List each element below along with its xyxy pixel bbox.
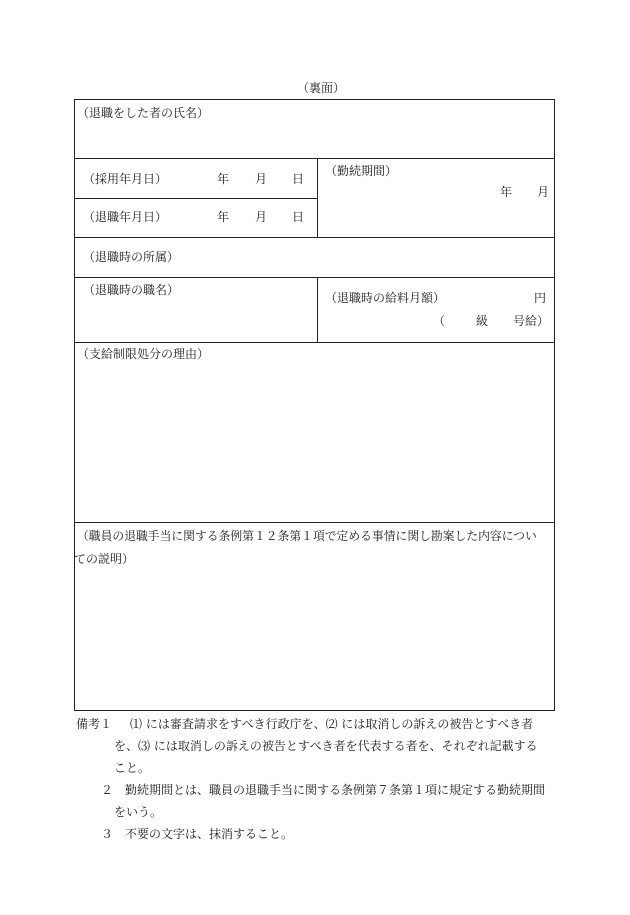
explanation-label-line2: ての説明） bbox=[74, 552, 135, 566]
position-label: （退職時の職名） bbox=[83, 283, 180, 297]
service-month-unit: 月 bbox=[537, 185, 550, 199]
salary-label: （退職時の給料月額） bbox=[325, 291, 446, 305]
hire-date-label: （採用年月日） bbox=[83, 172, 168, 186]
form-table bbox=[74, 99, 555, 711]
note1-line3: こと。 bbox=[114, 761, 151, 775]
retire-month-unit: 月 bbox=[255, 210, 268, 224]
hire-year-unit: 年 bbox=[217, 172, 230, 186]
note3-number: ３ bbox=[101, 827, 114, 841]
grade-unit: 級 bbox=[476, 314, 489, 328]
note2-line2: をいう。 bbox=[114, 805, 163, 819]
note1-line2: を、⑶ には取消しの訴えの被告とすべき者を代表する者を、それぞれ記載する bbox=[114, 739, 538, 753]
column-divider bbox=[317, 277, 318, 342]
grade-open-paren: （ bbox=[433, 314, 446, 328]
retiree-name-label: （退職をした者の氏名） bbox=[77, 106, 210, 120]
row-divider bbox=[75, 277, 554, 278]
service-period-label: （勤続期間） bbox=[325, 164, 398, 178]
yen-unit: 円 bbox=[534, 291, 547, 305]
hire-day-unit: 日 bbox=[292, 172, 305, 186]
affiliation-label: （退職時の所属） bbox=[83, 250, 180, 264]
retire-date-label: （退職年月日） bbox=[83, 210, 168, 224]
note2-line1: 勤続期間とは、職員の退職手当に関する条例第７条第１項に規定する勤続期間 bbox=[125, 783, 546, 797]
column-divider bbox=[317, 158, 318, 237]
row-divider bbox=[75, 342, 554, 343]
note3-line1: 不要の文字は、抹消すること。 bbox=[125, 827, 294, 841]
hire-month-unit: 月 bbox=[255, 172, 268, 186]
note2-number: ２ bbox=[101, 783, 114, 797]
row-divider bbox=[75, 237, 554, 238]
retire-year-unit: 年 bbox=[217, 210, 230, 224]
retire-day-unit: 日 bbox=[292, 210, 305, 224]
note1-line1: ⑴ には審査請求をすべき行政庁を、⑵ には取消しの訴えの被告とすべき者 bbox=[130, 717, 534, 731]
row-divider bbox=[75, 198, 317, 199]
service-year-unit: 年 bbox=[500, 185, 513, 199]
page-heading: （裏面） bbox=[297, 81, 346, 95]
row-divider bbox=[75, 158, 554, 159]
note1-heading: 備考１ bbox=[76, 717, 113, 731]
restriction-reason-label: （支給制限処分の理由） bbox=[77, 347, 210, 361]
pay-step-unit: 号給） bbox=[513, 314, 550, 328]
row-divider bbox=[75, 522, 554, 523]
explanation-label-line1: （職員の退職手当に関する条例第１２条第１項で定める事情に関し勘案した内容につい bbox=[77, 529, 537, 543]
